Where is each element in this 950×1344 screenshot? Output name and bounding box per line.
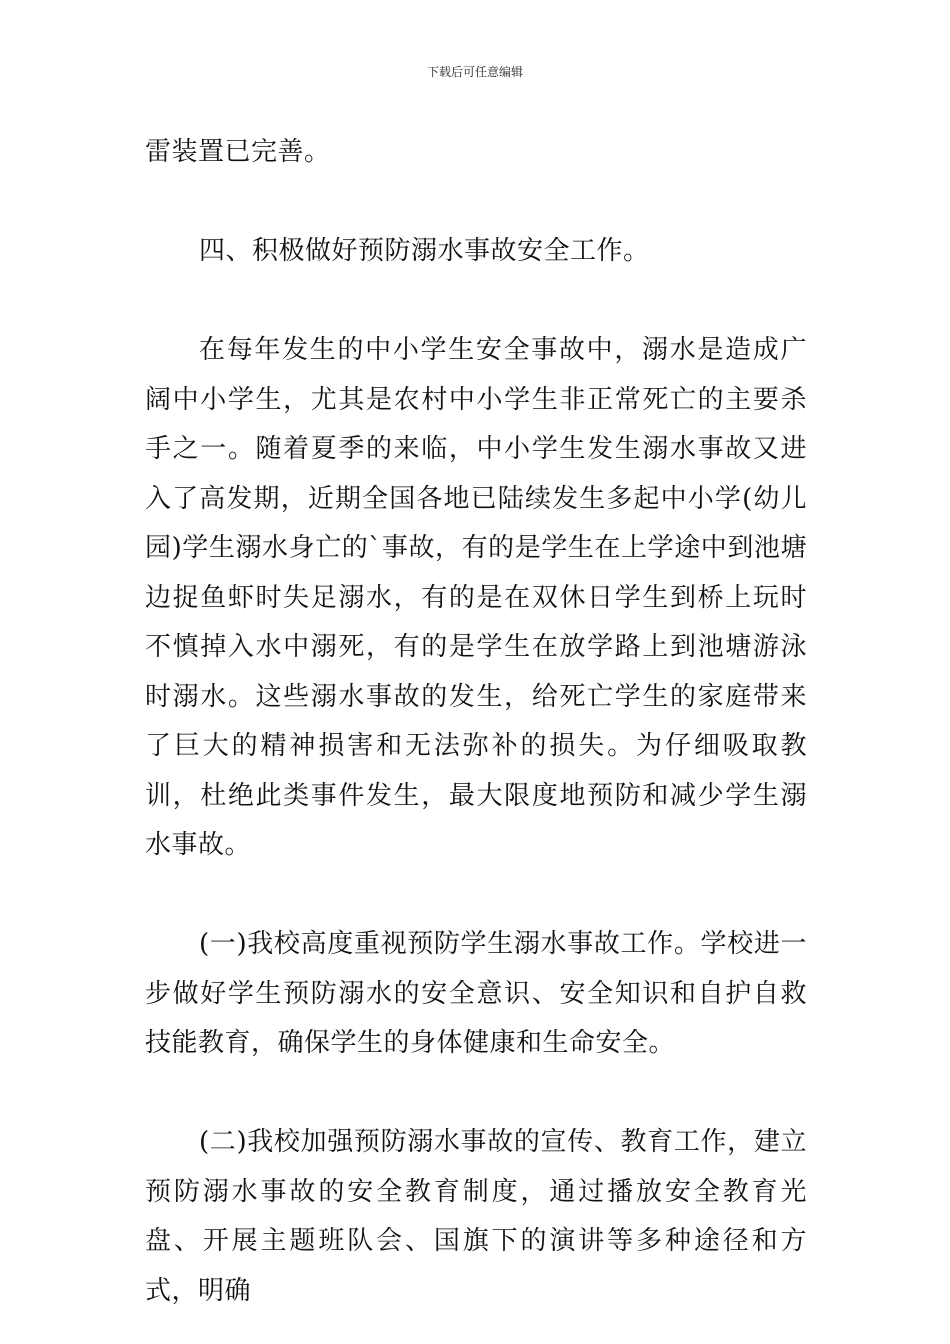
page-header: 下载后可任意编辑 xyxy=(426,65,523,79)
paragraph-item-1: (一)我校高度重视预防学生溺水事故工作。学校进一步做好学生预防溺水的安全意识、安全知识和自护自救技能教育，确保学生的身体健康和生命安全。 xyxy=(145,929,807,1058)
paragraph-gap xyxy=(145,178,807,228)
paragraph-gap xyxy=(145,1069,807,1119)
paragraph-item-2: (二)我校加强预防溺水事故的宣传、教育工作，建立预防溺水事故的安全教育制度，通过播放安全教育光盘、开展主题班队会、国旗下的演讲等多种途径和方式，明确 xyxy=(145,1127,807,1306)
paragraph-continuation: 雷装置已完善。 xyxy=(145,137,331,167)
document-body xyxy=(145,128,807,1316)
paragraph-gap xyxy=(145,277,807,327)
paragraph-gap xyxy=(145,871,807,921)
section-heading: 四、积极做好预防溺水事故安全工作。 xyxy=(199,236,650,266)
paragraph-body: 在每年发生的中小学生安全事故中，溺水是造成广阔中小学生，尤其是农村中小学生非正常死亡的主要杀手之一。随着夏季的来临，中小学生发生溺水事故又进入了高发期，近期全国各地已陆续发生多起中小学(幼儿园)学生溺水身亡的`事故，有的是学生在上学途中到池塘边捉鱼虾时失足溺水，有的是在双休日学生到桥上玩时不慎掉入水中溺死，有的是学生在放学路上到池塘游泳时溺水。这些溺水事故的发生，给死亡学生的家庭带来了巨大的精神损害和无法弥补的损失。为仔细吸取教训，杜绝此类事件发生，最大限度地预防和减少学生溺水事故。 xyxy=(145,335,807,860)
